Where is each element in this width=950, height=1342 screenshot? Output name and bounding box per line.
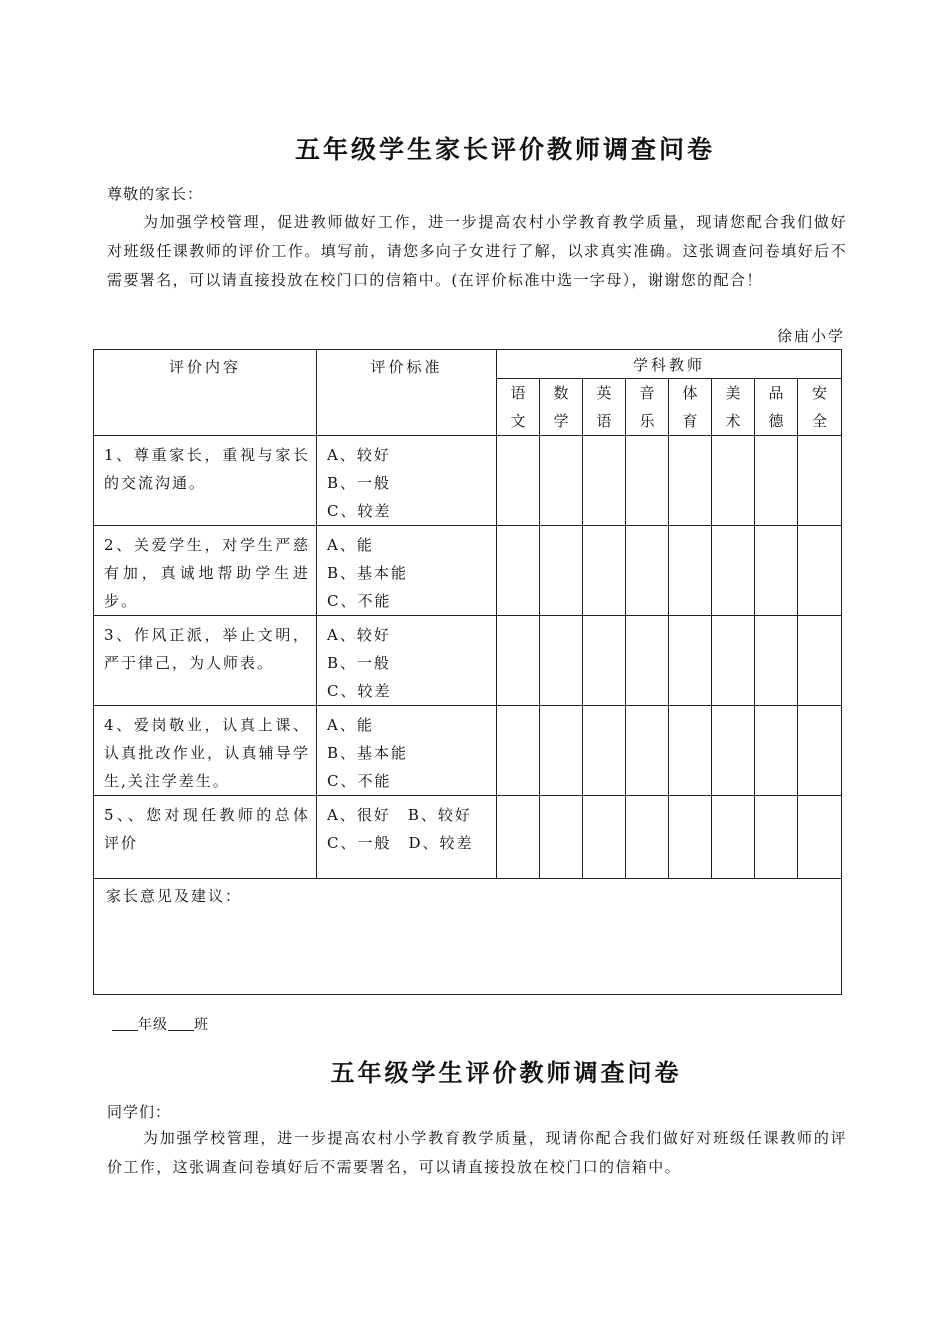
evaluation-item: 5、、您对现任教师的总体评价 (94, 796, 317, 879)
rating-cell[interactable] (540, 436, 583, 526)
subject-char: 育 (682, 412, 698, 430)
rating-cell[interactable] (583, 526, 626, 616)
option-label: A、能 (327, 536, 374, 554)
rating-cell[interactable] (712, 526, 755, 616)
evaluation-item: 1、尊重家长，重视与家长的交流沟通。 (94, 436, 317, 526)
school-name: 徐庙小学 (776, 327, 845, 345)
table-row (94, 706, 842, 796)
evaluation-options (317, 706, 497, 796)
subject-char: 安 (812, 384, 828, 402)
rating-cell[interactable] (497, 796, 540, 879)
evaluation-item: 3、作风正派，举止文明，严于律己，为人师表。 (94, 616, 317, 706)
option-label: C、一般 D、较差 (327, 834, 474, 852)
rating-cell[interactable] (626, 796, 669, 879)
evaluation-item: 2、关爱学生，对学生严慈有加，真诚地帮助学生进步。 (94, 526, 317, 616)
option-label: B、基本能 (327, 564, 409, 582)
second-greeting: 同学们： (107, 1103, 172, 1121)
option-label: A、能 (327, 716, 374, 734)
second-title: 五年级学生评价教师调查问卷 (330, 1058, 682, 1087)
evaluation-item: 4、爱岗敬业，认真上课、认真批改作业，认真辅导学生,关注学差生。 (94, 706, 317, 796)
rating-cell[interactable] (712, 436, 755, 526)
evaluation-options (317, 616, 497, 706)
class-line (112, 1014, 209, 1034)
option-label: A、较好 (327, 626, 391, 644)
header-standard: 评价标准 (317, 350, 497, 436)
subject-char: 美 (725, 384, 741, 402)
subject-header (626, 379, 669, 436)
subject-header (540, 379, 583, 436)
opinion-cell[interactable] (94, 879, 842, 995)
header-content: 评价内容 (94, 350, 317, 436)
rating-cell[interactable] (583, 616, 626, 706)
option-label: B、一般 (327, 654, 392, 672)
rating-cell[interactable] (798, 526, 842, 616)
rating-cell[interactable] (669, 706, 712, 796)
rating-cell[interactable] (497, 706, 540, 796)
subject-char: 乐 (639, 412, 655, 430)
rating-cell[interactable] (497, 526, 540, 616)
table-row (94, 526, 842, 616)
rating-cell[interactable] (755, 706, 798, 796)
option-label: B、基本能 (327, 744, 409, 762)
grade-label: 年级 (138, 1017, 168, 1033)
table-row (94, 436, 842, 526)
subject-char: 英 (596, 384, 612, 402)
subject-char: 语 (596, 412, 612, 430)
page-title: 五年级学生家长评价教师调查问卷 (294, 135, 715, 164)
rating-cell[interactable] (669, 436, 712, 526)
rating-cell[interactable] (626, 526, 669, 616)
subject-header (712, 379, 755, 436)
subject-char: 数 (553, 384, 569, 402)
option-label: C、较差 (327, 682, 392, 700)
opinion-label: 家长意见及建议： (106, 887, 243, 905)
rating-cell[interactable] (755, 436, 798, 526)
rating-cell[interactable] (626, 436, 669, 526)
rating-cell[interactable] (712, 706, 755, 796)
grade-blank[interactable] (112, 1016, 138, 1031)
rating-cell[interactable] (669, 616, 712, 706)
subject-header (583, 379, 626, 436)
greeting: 尊敬的家长： (107, 185, 204, 203)
rating-cell[interactable] (798, 616, 842, 706)
subject-char: 品 (768, 384, 784, 402)
option-label: C、较差 (327, 502, 392, 520)
rating-cell[interactable] (583, 706, 626, 796)
subject-header (669, 379, 712, 436)
option-label: A、很好 B、较好 (327, 806, 472, 824)
subject-char: 全 (812, 412, 828, 430)
class-label: 班 (194, 1017, 209, 1033)
table-row (94, 796, 842, 879)
rating-cell[interactable] (712, 796, 755, 879)
rating-cell[interactable] (669, 526, 712, 616)
option-label: B、一般 (327, 474, 392, 492)
rating-cell[interactable] (626, 706, 669, 796)
second-intro: 为加强学校管理，进一步提高农村小学教育教学质量，现请你配合我们做好对班级任课教师的评价工作，这张调查问卷填好后不需要署名，可以请直接投放在校门口的信箱中。 (107, 1129, 847, 1176)
rating-cell[interactable] (540, 706, 583, 796)
subject-char: 学 (553, 412, 569, 430)
rating-cell[interactable] (540, 616, 583, 706)
rating-cell[interactable] (583, 436, 626, 526)
rating-cell[interactable] (798, 796, 842, 879)
subject-char: 术 (725, 412, 741, 430)
subject-char: 体 (682, 384, 698, 402)
class-blank[interactable] (168, 1016, 194, 1031)
rating-cell[interactable] (583, 796, 626, 879)
rating-cell[interactable] (755, 526, 798, 616)
rating-cell[interactable] (497, 616, 540, 706)
rating-cell[interactable] (540, 526, 583, 616)
option-label: C、不能 (327, 592, 392, 610)
rating-cell[interactable] (755, 616, 798, 706)
evaluation-options (317, 526, 497, 616)
rating-cell[interactable] (497, 436, 540, 526)
subject-char: 德 (768, 412, 784, 430)
rating-cell[interactable] (712, 616, 755, 706)
table-row (94, 616, 842, 706)
rating-cell[interactable] (798, 436, 842, 526)
header-teachers: 学科教师 (497, 350, 842, 379)
evaluation-options (317, 796, 497, 879)
subject-char: 语 (510, 384, 526, 402)
option-label: A、较好 (327, 446, 391, 464)
subject-char: 音 (639, 384, 655, 402)
rating-cell[interactable] (798, 706, 842, 796)
rating-cell[interactable] (669, 796, 712, 879)
rating-cell[interactable] (540, 796, 583, 879)
subject-header (798, 379, 842, 436)
rating-cell[interactable] (626, 616, 669, 706)
subject-char: 文 (510, 412, 526, 430)
evaluation-options (317, 436, 497, 526)
option-label: C、不能 (327, 772, 392, 790)
survey-table (93, 349, 842, 995)
rating-cell[interactable] (755, 796, 798, 879)
intro-paragraph: 为加强学校管理，促进教师做好工作，进一步提高农村小学教育教学质量，现请您配合我们做好对班级任课教师的评价工作。填写前，请您多向子女进行了解，以求真实准确。这张调查问卷填好后不需要署名，可以请直接投放在校门口的信箱中。(在评价标准中选一字母），谢谢您的配合！ (107, 213, 847, 289)
subject-header (755, 379, 798, 436)
subject-header (497, 379, 540, 436)
